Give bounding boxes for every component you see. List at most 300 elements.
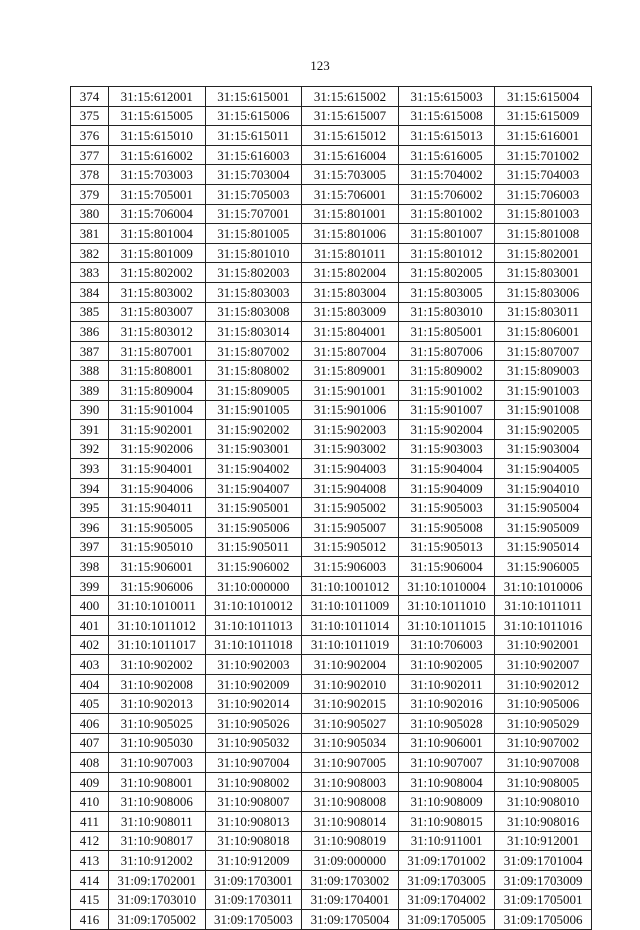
cadastral-number-cell: 31:09:1705002 [109, 909, 206, 929]
cadastral-number-cell: 31:15:902005 [495, 420, 592, 440]
cadastral-number-cell: 31:15:705001 [109, 184, 206, 204]
cadastral-number-cell: 31:15:801012 [398, 243, 495, 263]
table-row [71, 557, 592, 577]
cadastral-number-cell: 31:10:902013 [109, 694, 206, 714]
cadastral-number-cell: 31:10:905006 [495, 694, 592, 714]
cadastral-number-cell: 31:10:1011012 [109, 616, 206, 636]
cadastral-number-cell: 31:10:908007 [205, 792, 302, 812]
cadastral-number-cell: 31:15:803002 [109, 282, 206, 302]
cadastral-number-cell: 31:10:908015 [398, 811, 495, 831]
cadastral-number-cell: 31:15:802002 [109, 263, 206, 283]
row-number-cell: 394 [71, 478, 109, 498]
row-number-cell: 398 [71, 557, 109, 577]
cadastral-number-cell: 31:15:904004 [398, 459, 495, 479]
cadastral-number-cell: 31:15:906002 [205, 557, 302, 577]
cadastral-number-cell: 31:15:803005 [398, 282, 495, 302]
cadastral-number-cell: 31:15:904010 [495, 478, 592, 498]
table-row [71, 518, 592, 538]
cadastral-number-cell: 31:15:615006 [205, 106, 302, 126]
cadastral-number-cell: 31:10:1010012 [205, 596, 302, 616]
table-row [71, 733, 592, 753]
cadastral-number-cell: 31:15:902002 [205, 420, 302, 440]
cadastral-number-cell: 31:15:807002 [205, 341, 302, 361]
cadastral-number-cell: 31:15:707001 [205, 204, 302, 224]
cadastral-number-cell: 31:10:908004 [398, 772, 495, 792]
cadastral-number-cell: 31:15:803012 [109, 322, 206, 342]
cadastral-number-cell: 31:15:903003 [398, 439, 495, 459]
cadastral-number-cell: 31:15:904003 [302, 459, 399, 479]
cadastral-number-cell: 31:15:901005 [205, 400, 302, 420]
row-number-cell: 384 [71, 282, 109, 302]
cadastral-number-cell: 31:10:1010004 [398, 576, 495, 596]
cadastral-number-cell: 31:15:615010 [109, 126, 206, 146]
cadastral-number-cell: 31:10:907005 [302, 753, 399, 773]
cadastral-number-cell: 31:15:616001 [495, 126, 592, 146]
cadastral-number-cell: 31:15:705003 [205, 184, 302, 204]
cadastral-number-cell: 31:15:803008 [205, 302, 302, 322]
cadastral-number-cell: 31:10:1011018 [205, 635, 302, 655]
row-number-cell: 411 [71, 811, 109, 831]
cadastral-number-cell: 31:10:908018 [205, 831, 302, 851]
cadastral-number-cell: 31:09:1703011 [205, 890, 302, 910]
cadastral-number-cell: 31:15:802004 [302, 263, 399, 283]
cadastral-number-cell: 31:10:1011019 [302, 635, 399, 655]
cadastral-number-cell: 31:15:615001 [205, 87, 302, 107]
row-number-cell: 388 [71, 361, 109, 381]
cadastral-number-cell: 31:15:807001 [109, 341, 206, 361]
cadastral-number-cell: 31:10:902015 [302, 694, 399, 714]
cadastral-number-cell: 31:15:904009 [398, 478, 495, 498]
table-row [71, 478, 592, 498]
cadastral-number-cell: 31:10:902002 [109, 655, 206, 675]
table-row [71, 341, 592, 361]
table-row [71, 870, 592, 890]
cadastral-number-cell: 31:10:906001 [398, 733, 495, 753]
cadastral-number-cell: 31:15:803014 [205, 322, 302, 342]
cadastral-number-cell: 31:10:905034 [302, 733, 399, 753]
row-number-cell: 407 [71, 733, 109, 753]
cadastral-number-cell: 31:09:1701002 [398, 851, 495, 871]
cadastral-number-cell: 31:15:801001 [302, 204, 399, 224]
cadastral-number-cell: 31:15:906001 [109, 557, 206, 577]
table-row [71, 576, 592, 596]
cadastral-number-cell: 31:15:901004 [109, 400, 206, 420]
table-row [71, 792, 592, 812]
row-number-cell: 378 [71, 165, 109, 185]
table-row [71, 537, 592, 557]
row-number-cell: 395 [71, 498, 109, 518]
cadastral-number-cell: 31:15:807004 [302, 341, 399, 361]
cadastral-number-cell: 31:15:802003 [205, 263, 302, 283]
cadastral-number-cell: 31:10:908011 [109, 811, 206, 831]
row-number-cell: 385 [71, 302, 109, 322]
cadastral-number-cell: 31:09:1703010 [109, 890, 206, 910]
cadastral-number-cell: 31:15:803003 [205, 282, 302, 302]
cadastral-number-cell: 31:10:912002 [109, 851, 206, 871]
cadastral-number-cell: 31:15:615002 [302, 87, 399, 107]
cadastral-number-cell: 31:15:901006 [302, 400, 399, 420]
table-row [71, 635, 592, 655]
cadastral-number-cell: 31:15:801008 [495, 224, 592, 244]
cadastral-number-cell: 31:15:616003 [205, 145, 302, 165]
row-number-cell: 401 [71, 616, 109, 636]
cadastral-number-cell: 31:15:805001 [398, 322, 495, 342]
cadastral-number-cell: 31:10:908019 [302, 831, 399, 851]
cadastral-number-cell: 31:15:802005 [398, 263, 495, 283]
cadastral-number-cell: 31:15:901001 [302, 380, 399, 400]
table-row [71, 674, 592, 694]
cadastral-number-cell: 31:10:905027 [302, 714, 399, 734]
cadastral-number-cell: 31:15:801004 [109, 224, 206, 244]
cadastral-number-cell: 31:09:000000 [302, 851, 399, 871]
cadastral-number-cell: 31:10:1011010 [398, 596, 495, 616]
cadastral-number-cell: 31:10:908002 [205, 772, 302, 792]
cadastral-number-cell: 31:10:908001 [109, 772, 206, 792]
cadastral-number-cell: 31:10:1011013 [205, 616, 302, 636]
cadastral-number-cell: 31:15:703005 [302, 165, 399, 185]
table-row [71, 282, 592, 302]
cadastral-number-cell: 31:15:615004 [495, 87, 592, 107]
cadastral-number-cell: 31:15:803004 [302, 282, 399, 302]
cadastral-number-cell: 31:15:706002 [398, 184, 495, 204]
table-row [71, 145, 592, 165]
cadastral-number-cell: 31:15:902006 [109, 439, 206, 459]
cadastral-number-cell: 31:15:616002 [109, 145, 206, 165]
cadastral-number-cell: 31:09:1701004 [495, 851, 592, 871]
cadastral-number-cell: 31:15:905013 [398, 537, 495, 557]
cadastral-number-cell: 31:15:701002 [495, 145, 592, 165]
cadastral-number-cell: 31:15:905011 [205, 537, 302, 557]
table-row [71, 87, 592, 107]
cadastral-number-cell: 31:15:804001 [302, 322, 399, 342]
cadastral-number-cell: 31:15:903002 [302, 439, 399, 459]
cadastral-number-cell: 31:15:901007 [398, 400, 495, 420]
cadastral-number-cell: 31:10:907007 [398, 753, 495, 773]
cadastral-number-cell: 31:15:809003 [495, 361, 592, 381]
cadastral-number-cell: 31:15:801005 [205, 224, 302, 244]
cadastral-number-cell: 31:10:1010011 [109, 596, 206, 616]
cadastral-number-cell: 31:15:808001 [109, 361, 206, 381]
cadastral-number-cell: 31:15:809004 [109, 380, 206, 400]
cadastral-number-cell: 31:15:905002 [302, 498, 399, 518]
page-number: 123 [310, 58, 330, 73]
row-number-cell: 410 [71, 792, 109, 812]
row-number-cell: 402 [71, 635, 109, 655]
cadastral-number-cell: 31:15:904002 [205, 459, 302, 479]
cadastral-number-cell: 31:15:615007 [302, 106, 399, 126]
row-number-cell: 406 [71, 714, 109, 734]
cadastral-number-cell: 31:15:906004 [398, 557, 495, 577]
cadastral-numbers-table [70, 86, 592, 930]
row-number-cell: 382 [71, 243, 109, 263]
cadastral-number-cell: 31:10:905028 [398, 714, 495, 734]
cadastral-number-cell: 31:10:911001 [398, 831, 495, 851]
table-row [71, 361, 592, 381]
table-row [71, 126, 592, 146]
table-row [71, 714, 592, 734]
cadastral-number-cell: 31:15:616005 [398, 145, 495, 165]
cadastral-number-cell: 31:15:905005 [109, 518, 206, 538]
cadastral-number-cell: 31:10:902003 [205, 655, 302, 675]
cadastral-number-cell: 31:15:809002 [398, 361, 495, 381]
table-row [71, 224, 592, 244]
cadastral-number-cell: 31:15:615012 [302, 126, 399, 146]
cadastral-number-cell: 31:15:706003 [495, 184, 592, 204]
row-number-cell: 387 [71, 341, 109, 361]
cadastral-number-cell: 31:15:615011 [205, 126, 302, 146]
row-number-cell: 392 [71, 439, 109, 459]
cadastral-number-cell: 31:10:1011017 [109, 635, 206, 655]
cadastral-number-cell: 31:10:907008 [495, 753, 592, 773]
cadastral-number-cell: 31:10:902014 [205, 694, 302, 714]
cadastral-number-cell: 31:15:902003 [302, 420, 399, 440]
cadastral-number-cell: 31:09:1705001 [495, 890, 592, 910]
row-number-cell: 393 [71, 459, 109, 479]
cadastral-number-cell: 31:10:907004 [205, 753, 302, 773]
cadastral-number-cell: 31:15:904008 [302, 478, 399, 498]
cadastral-number-cell: 31:15:615009 [495, 106, 592, 126]
cadastral-number-cell: 31:15:803011 [495, 302, 592, 322]
cadastral-number-cell: 31:15:802001 [495, 243, 592, 263]
cadastral-number-cell: 31:10:912001 [495, 831, 592, 851]
cadastral-number-cell: 31:15:904007 [205, 478, 302, 498]
cadastral-number-cell: 31:09:1703001 [205, 870, 302, 890]
cadastral-number-cell: 31:10:902011 [398, 674, 495, 694]
cadastral-number-cell: 31:15:803001 [495, 263, 592, 283]
row-number-cell: 409 [71, 772, 109, 792]
row-number-cell: 379 [71, 184, 109, 204]
cadastral-number-cell: 31:15:906005 [495, 557, 592, 577]
row-number-cell: 397 [71, 537, 109, 557]
row-number-cell: 404 [71, 674, 109, 694]
cadastral-number-cell: 31:15:903004 [495, 439, 592, 459]
row-number-cell: 400 [71, 596, 109, 616]
cadastral-number-cell: 31:10:907003 [109, 753, 206, 773]
cadastral-number-cell: 31:10:1011015 [398, 616, 495, 636]
cadastral-number-cell: 31:15:809005 [205, 380, 302, 400]
cadastral-number-cell: 31:09:1704001 [302, 890, 399, 910]
cadastral-number-cell: 31:10:1011014 [302, 616, 399, 636]
table-row [71, 165, 592, 185]
row-number-cell: 389 [71, 380, 109, 400]
cadastral-number-cell: 31:15:905004 [495, 498, 592, 518]
cadastral-number-cell: 31:15:904011 [109, 498, 206, 518]
cadastral-number-cell: 31:15:801010 [205, 243, 302, 263]
cadastral-number-cell: 31:15:615013 [398, 126, 495, 146]
cadastral-number-cell: 31:15:801011 [302, 243, 399, 263]
cadastral-number-cell: 31:10:908017 [109, 831, 206, 851]
cadastral-number-cell: 31:10:902010 [302, 674, 399, 694]
cadastral-number-cell: 31:10:1011016 [495, 616, 592, 636]
cadastral-number-cell: 31:15:704003 [495, 165, 592, 185]
cadastral-number-cell: 31:15:906006 [109, 576, 206, 596]
cadastral-number-cell: 31:10:908016 [495, 811, 592, 831]
row-number-cell: 380 [71, 204, 109, 224]
cadastral-number-cell: 31:09:1702001 [109, 870, 206, 890]
cadastral-number-cell: 31:15:905006 [205, 518, 302, 538]
row-number-cell: 416 [71, 909, 109, 929]
cadastral-number-cell: 31:15:803007 [109, 302, 206, 322]
cadastral-number-cell: 31:10:902005 [398, 655, 495, 675]
cadastral-number-cell: 31:15:905012 [302, 537, 399, 557]
cadastral-number-cell: 31:15:801002 [398, 204, 495, 224]
cadastral-number-cell: 31:10:908008 [302, 792, 399, 812]
cadastral-number-cell: 31:15:703003 [109, 165, 206, 185]
table-row [71, 655, 592, 675]
cadastral-number-cell: 31:15:901002 [398, 380, 495, 400]
table-row [71, 263, 592, 283]
cadastral-number-cell: 31:10:908014 [302, 811, 399, 831]
cadastral-number-cell: 31:15:706001 [302, 184, 399, 204]
cadastral-number-cell: 31:15:902001 [109, 420, 206, 440]
cadastral-number-cell: 31:15:806001 [495, 322, 592, 342]
table-row [71, 439, 592, 459]
cadastral-number-cell: 31:15:905014 [495, 537, 592, 557]
cadastral-number-cell: 31:10:908009 [398, 792, 495, 812]
table-row [71, 498, 592, 518]
cadastral-number-cell: 31:10:905025 [109, 714, 206, 734]
cadastral-number-cell: 31:10:908013 [205, 811, 302, 831]
cadastral-number-cell: 31:15:905009 [495, 518, 592, 538]
cadastral-number-cell: 31:09:1703009 [495, 870, 592, 890]
cadastral-number-cell: 31:10:907002 [495, 733, 592, 753]
row-number-cell: 405 [71, 694, 109, 714]
table-row [71, 851, 592, 871]
cadastral-number-cell: 31:15:904005 [495, 459, 592, 479]
cadastral-number-cell: 31:10:905030 [109, 733, 206, 753]
cadastral-number-cell: 31:15:803010 [398, 302, 495, 322]
row-number-cell: 374 [71, 87, 109, 107]
cadastral-number-cell: 31:15:616004 [302, 145, 399, 165]
cadastral-number-cell: 31:09:1704002 [398, 890, 495, 910]
row-number-cell: 377 [71, 145, 109, 165]
table-row [71, 616, 592, 636]
row-number-cell: 375 [71, 106, 109, 126]
cadastral-number-cell: 31:15:615008 [398, 106, 495, 126]
row-number-cell: 383 [71, 263, 109, 283]
cadastral-number-cell: 31:10:1011009 [302, 596, 399, 616]
cadastral-number-cell: 31:15:903001 [205, 439, 302, 459]
row-number-cell: 381 [71, 224, 109, 244]
cadastral-number-cell: 31:10:908005 [495, 772, 592, 792]
row-number-cell: 386 [71, 322, 109, 342]
table-row [71, 753, 592, 773]
cadastral-number-cell: 31:10:000000 [205, 576, 302, 596]
cadastral-number-cell: 31:10:908010 [495, 792, 592, 812]
row-number-cell: 413 [71, 851, 109, 871]
cadastral-number-cell: 31:10:1011011 [495, 596, 592, 616]
cadastral-number-cell: 31:09:1705003 [205, 909, 302, 929]
cadastral-number-cell: 31:10:706003 [398, 635, 495, 655]
cadastral-number-cell: 31:10:902012 [495, 674, 592, 694]
cadastral-number-cell: 31:15:801006 [302, 224, 399, 244]
cadastral-number-cell: 31:15:905008 [398, 518, 495, 538]
cadastral-number-cell: 31:15:904006 [109, 478, 206, 498]
cadastral-number-cell: 31:15:809001 [302, 361, 399, 381]
table-row [71, 694, 592, 714]
cadastral-number-cell: 31:09:1705006 [495, 909, 592, 929]
cadastral-number-cell: 31:15:801007 [398, 224, 495, 244]
cadastral-number-cell: 31:15:612001 [109, 87, 206, 107]
cadastral-number-cell: 31:15:901008 [495, 400, 592, 420]
cadastral-number-cell: 31:10:905032 [205, 733, 302, 753]
cadastral-number-cell: 31:10:902001 [495, 635, 592, 655]
cadastral-number-cell: 31:10:1010006 [495, 576, 592, 596]
cadastral-number-cell: 31:15:803009 [302, 302, 399, 322]
table-row [71, 106, 592, 126]
cadastral-number-cell: 31:15:807006 [398, 341, 495, 361]
table-row [71, 302, 592, 322]
table-row [71, 772, 592, 792]
cadastral-number-cell: 31:15:808002 [205, 361, 302, 381]
row-number-cell: 403 [71, 655, 109, 675]
cadastral-number-cell: 31:10:902007 [495, 655, 592, 675]
table-row [71, 322, 592, 342]
cadastral-number-cell: 31:15:703004 [205, 165, 302, 185]
cadastral-number-cell: 31:15:901003 [495, 380, 592, 400]
row-number-cell: 408 [71, 753, 109, 773]
table-body [71, 87, 592, 930]
cadastral-number-cell: 31:15:704002 [398, 165, 495, 185]
table-row [71, 184, 592, 204]
cadastral-number-cell: 31:15:615005 [109, 106, 206, 126]
table-row [71, 243, 592, 263]
cadastral-number-cell: 31:09:1703002 [302, 870, 399, 890]
cadastral-number-cell: 31:09:1705005 [398, 909, 495, 929]
table-row [71, 204, 592, 224]
cadastral-number-cell: 31:15:905007 [302, 518, 399, 538]
cadastral-number-cell: 31:09:1705004 [302, 909, 399, 929]
table-row [71, 380, 592, 400]
table-row [71, 909, 592, 929]
cadastral-number-cell: 31:10:902009 [205, 674, 302, 694]
cadastral-number-cell: 31:10:905026 [205, 714, 302, 734]
row-number-cell: 390 [71, 400, 109, 420]
cadastral-number-cell: 31:15:902004 [398, 420, 495, 440]
row-number-cell: 414 [71, 870, 109, 890]
table-row [71, 831, 592, 851]
row-number-cell: 396 [71, 518, 109, 538]
cadastral-number-cell: 31:15:615003 [398, 87, 495, 107]
cadastral-number-cell: 31:10:912009 [205, 851, 302, 871]
table-row [71, 811, 592, 831]
table-row [71, 890, 592, 910]
cadastral-number-cell: 31:10:908006 [109, 792, 206, 812]
table-row [71, 420, 592, 440]
table-row [71, 400, 592, 420]
cadastral-number-cell: 31:10:908003 [302, 772, 399, 792]
row-number-cell: 376 [71, 126, 109, 146]
cadastral-number-cell: 31:10:902008 [109, 674, 206, 694]
cadastral-number-cell: 31:10:902004 [302, 655, 399, 675]
cadastral-number-cell: 31:15:904001 [109, 459, 206, 479]
row-number-cell: 415 [71, 890, 109, 910]
cadastral-number-cell: 31:15:803006 [495, 282, 592, 302]
cadastral-number-cell: 31:15:906003 [302, 557, 399, 577]
cadastral-number-cell: 31:10:902016 [398, 694, 495, 714]
cadastral-number-cell: 31:15:801003 [495, 204, 592, 224]
cadastral-number-cell: 31:15:706004 [109, 204, 206, 224]
cadastral-number-cell: 31:15:905010 [109, 537, 206, 557]
cadastral-number-cell: 31:09:1703005 [398, 870, 495, 890]
cadastral-number-cell: 31:10:905029 [495, 714, 592, 734]
cadastral-number-cell: 31:15:905003 [398, 498, 495, 518]
row-number-cell: 399 [71, 576, 109, 596]
cadastral-number-cell: 31:15:807007 [495, 341, 592, 361]
cadastral-number-cell: 31:15:905001 [205, 498, 302, 518]
cadastral-number-cell: 31:10:1001012 [302, 576, 399, 596]
row-number-cell: 412 [71, 831, 109, 851]
